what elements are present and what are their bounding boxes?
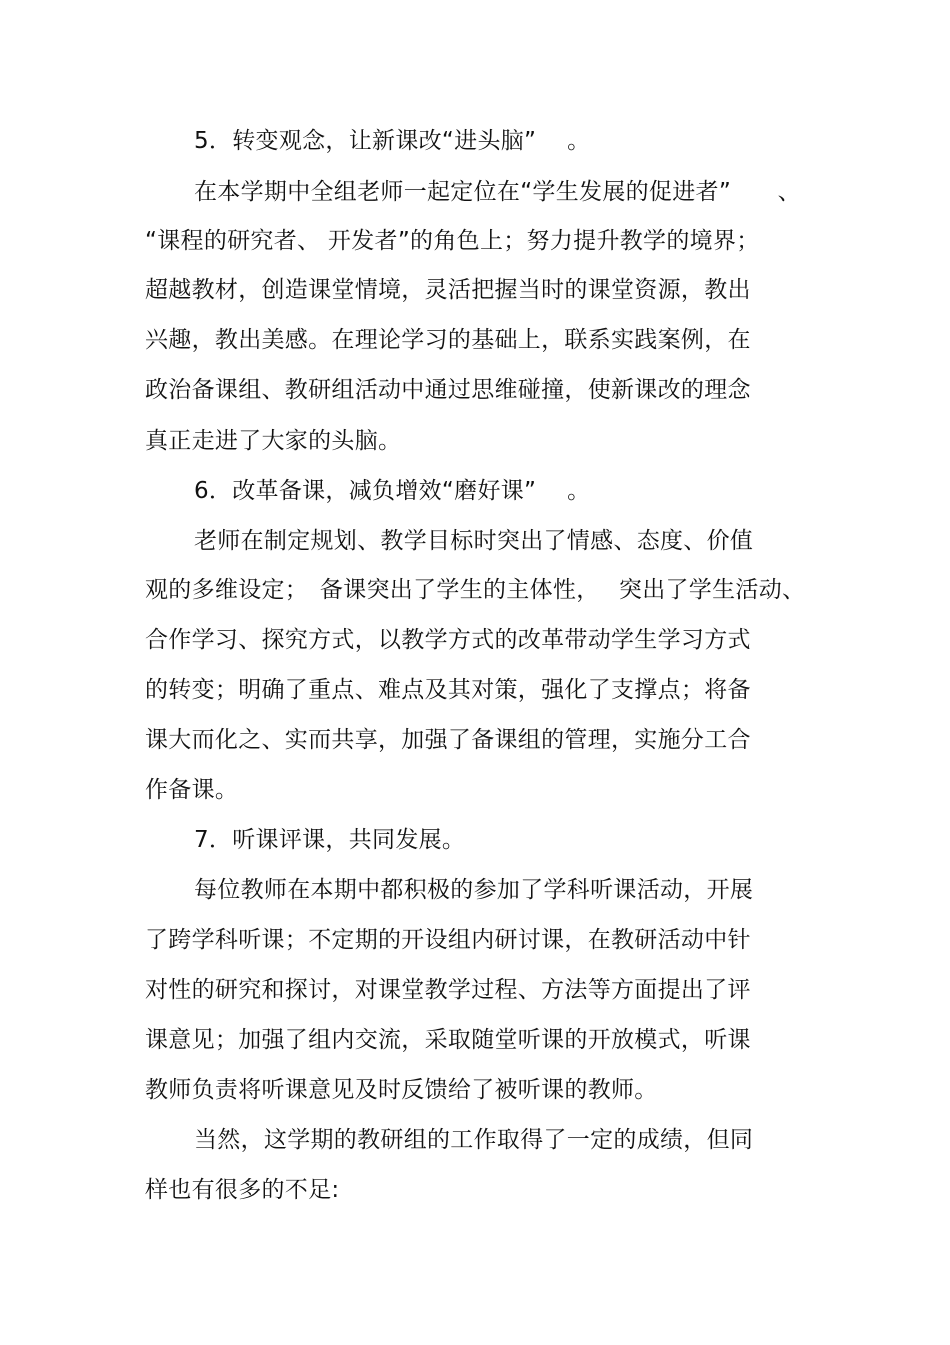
paragraph-line: 课意见；加强了组内交流，采取随堂听课的开放模式，听课 [145,1027,751,1053]
paragraph-line: 教师负责将听课意见及时反馈给了被听课的教师。 [145,1077,658,1103]
paragraph-line: 的转变；明确了重点、难点及其对策，强化了支撑点；将备 [145,677,751,703]
paragraph-line: 政治备课组、教研组活动中通过思维碰撞，使新课改的理念 [145,377,751,403]
paragraph-line: 每位教师在本期中都积极的参加了学科听课活动，开展 [194,877,754,903]
paragraph-line: 老师在制定规划、教学目标时突出了情感、态度、价值 [194,528,754,554]
paragraph-line: 当然，这学期的教研组的工作取得了一定的成绩，但同 [194,1127,754,1153]
paragraph-line: 合作学习、探究方式，以教学方式的改革带动学生学习方式 [145,627,751,653]
paragraph-line: 样也有很多的不足: [145,1177,340,1203]
paragraph-line: 了跨学科听课；不定期的开设组内研讨课，在教研活动中针 [145,927,751,953]
heading-7: 7．听课评课，共同发展。 [194,827,466,853]
paragraph-line: 对性的研究和探讨，对课堂教学过程、方法等方面提出了评 [145,977,751,1003]
paragraph-line: 真正走进了大家的头脑。 [145,428,402,454]
paragraph-line: 在本学期中全组老师一起定位在“学生发展的促进者” 、 [194,179,801,205]
paragraph-line: 超越教材，创造课堂情境，灵活把握当时的课堂资源，教出 [145,277,751,303]
paragraph-line: 课大而化之、实而共享，加强了备课组的管理，实施分工合 [145,727,751,753]
paragraph-line: 兴趣，教出美感。在理论学习的基础上，联系实践案例，在 [145,327,751,353]
paragraph-line: “课程的研究者、 开发者”的角色上；努力提升教学的境界； [145,228,760,254]
paragraph-line: 作备课。 [145,777,239,803]
heading-5: 5．转变观念，让新课改“进头脑” 。 [194,128,591,154]
paragraph-line: 观的多维设定； 备课突出了学生的主体性， 突出了学生活动、 [145,577,806,603]
heading-6: 6．改革备课，减负增效“磨好课” 。 [194,478,591,504]
